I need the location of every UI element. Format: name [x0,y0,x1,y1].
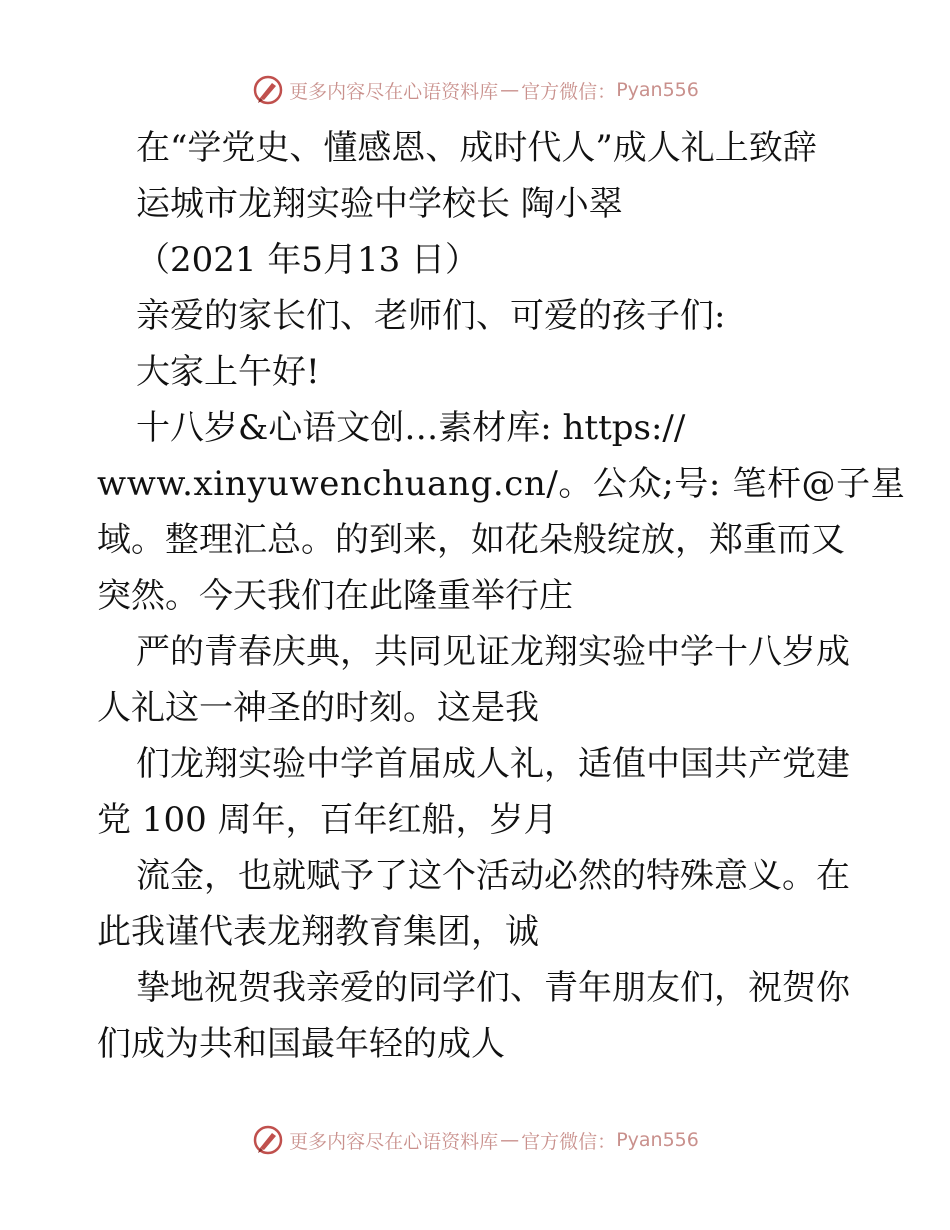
banner-wechat-label: 官方微信： [521,1130,617,1153]
speech-title: 在“学党史、懂感恩、成时代人”成人礼上致辞 [136,128,817,168]
paragraph-line: 突然。今天我们在此隆重举行庄 [97,576,573,616]
salutation: 亲爱的家长们、老师们、可爱的孩子们: [136,296,726,336]
paragraph-line: 人礼这一神圣的时刻。这是我 [97,688,539,728]
document-body [97,120,906,1072]
paragraph-line: 们龙翔实验中学首届成人礼，适值中国共产党建 [136,744,850,784]
speech-author: 运城市龙翔实验中学校长 陶小翠 [136,184,623,224]
pen-logo-icon [251,1123,285,1157]
speech-date: （2021 年5月13 日） [136,240,480,280]
banner-wechat-id: Pyan556 [616,79,699,101]
banner-text: 更多内容尽在心语资料库 [289,80,499,103]
paragraph-line: 挚地祝贺我亲爱的同学们、青年朋友们，祝贺你 [136,968,850,1008]
greeting: 大家上午好! [136,352,320,392]
paragraph-line: 党 100 周年，百年红船，岁月 [97,800,558,840]
paragraph-line: 们成为共和国最年轻的成人 [97,1024,505,1064]
banner-dash: — [500,79,520,101]
pen-logo-icon [251,73,285,107]
banner-text: 更多内容尽在心语资料库 [289,1130,499,1153]
header-watermark-banner [0,73,950,107]
paragraph-line: 流金，也就赋予了这个活动必然的特殊意义。在 [136,856,850,896]
paragraph-line: 严的青春庆典，共同见证龙翔实验中学十八岁成 [136,632,850,672]
footer-watermark-banner [0,1123,950,1157]
paragraph-line: 十八岁&心语文创…素材库: https:// [136,408,686,448]
paragraph-line: 域。整理汇总。的到来，如花朵般绽放，郑重而又 [97,520,845,560]
paragraph-line: 此我谨代表龙翔教育集团，诚 [97,912,539,952]
banner-dash: — [500,1129,520,1151]
banner-wechat-label: 官方微信： [521,80,617,103]
banner-wechat-id: Pyan556 [616,1129,699,1151]
paragraph-line: www.xinyuwenchuang.cn/。公众;号: 笔杆@子星 [97,464,906,504]
